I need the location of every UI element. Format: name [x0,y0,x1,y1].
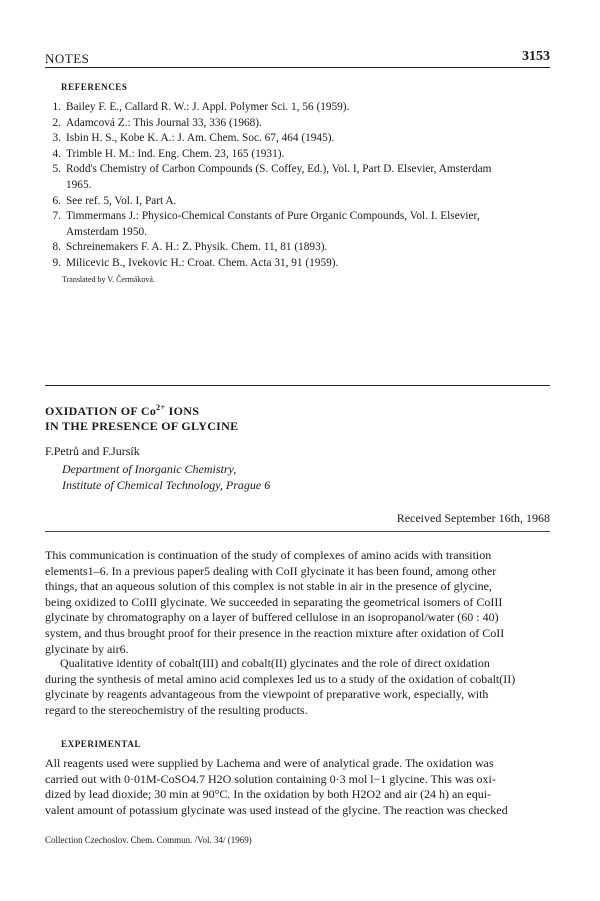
translator-note: Translated by V. Čermáková. [62,275,155,284]
author-affiliation: Department of Inorganic Chemistry, Institute of Chemical Technology, Prague 6 [62,462,271,492]
reference-item: 9. Milicevic B., Ivekovic H.: Croat. Chem. Acta 31, 91 (1959). [52,256,339,269]
received-rule [45,531,550,532]
reference-item-cont: Amsterdam 1950. [66,225,147,238]
references-heading: REFERENCES [61,82,128,92]
page-number: 3153 [522,49,550,64]
references-list [35,100,550,272]
reference-item: 4. Trimble H. M.: Ind. Eng. Chem. 23, 165 (1931). [52,147,285,160]
paragraph-experimental: All reagents used were supplied by Lachema and were of analytical grade. The oxidation was carried out with 0·01M-CoSO4.7 H2O solution containing 0·3 mol l−1 glycine. This was oxi- dized by lead dioxide; 30 min at 90°C. In the oxidation by both H2O2 and air (24 h) an equi- valent amount of potassium glycinate was used instead of the glycine. The reaction was checked [45,756,508,817]
article-title: OXIDATION OF $Co^{2+}$ IONS IN THE PRESENCE OF GLYCINE [45,403,239,433]
article-authors: F.Petrů and F.Jursík [45,444,140,458]
paragraph-qualitative: Qualitative identity of cobalt(III) and cobalt(II) glycinates and the role of direct oxidation during the synthesis of metal amino acid complexes led us to a study of the oxidation of cobalt(II) glycinate by reagents advantageous from the viewpoint of preparative work, especially, with regard to the stereochemistry of the resulting products. [45,656,516,717]
reference-item: 7. Timmermans J.: Physico-Chemical Constants of Pure Organic Compounds, Vol. I. Elsevier, [52,210,480,223]
header-rule [45,67,550,68]
reference-item-cont: 1965. [66,178,92,191]
experimental-heading: EXPERIMENTAL [61,739,142,749]
reference-item: 2. Adamcová Z.: This Journal 33, 336 (1968). [52,116,262,129]
reference-item: 3. Isbin H. S., Kobe K. A.: J. Am. Chem. Soc. 67, 464 (1945). [52,132,335,145]
running-header-section: NOTES [45,51,90,66]
reference-item: 6. See ref. 5, Vol. I, Part A. [52,194,177,207]
reference-item: 5. Rodd's Chemistry of Carbon Compounds (S. Coffey, Ed.), Vol. I, Part D. Elsevier, Amsterdam [52,163,492,176]
reference-item: 8. Schreinemakers F. A. H.: Z. Physik. Chem. 11, 81 (1893). [52,241,328,254]
section-divider [45,385,550,386]
received-date: Received September 16th, 1968 [396,511,550,525]
reference-item: 1. Bailey F. E., Callard R. W.: J. Appl. Polymer Sci. 1, 56 (1959). [52,101,350,113]
paragraph-intro: This communication is continuation of the study of complexes of amino acids with transition elements1–6. In a previous paper5 dealing with CoII glycinate it has been found, among other things, that an aqueous solution of this complex is not stable in air in the presence of glycine, being oxidized to CoIII glycinate. We succeeded in separating the geometrical isomers of CoIII glycinate by chromatography on a layer of buffered cellulose in an isopropanol/water (60 : 40) system, and thus brought proof for their presence in the reaction mixture after oxidation of CoII glycinate by air6. [45,548,505,656]
journal-citation-footer: Collection Czechoslov. Chem. Commun. /Vol. 34/ (1969) [45,835,252,845]
